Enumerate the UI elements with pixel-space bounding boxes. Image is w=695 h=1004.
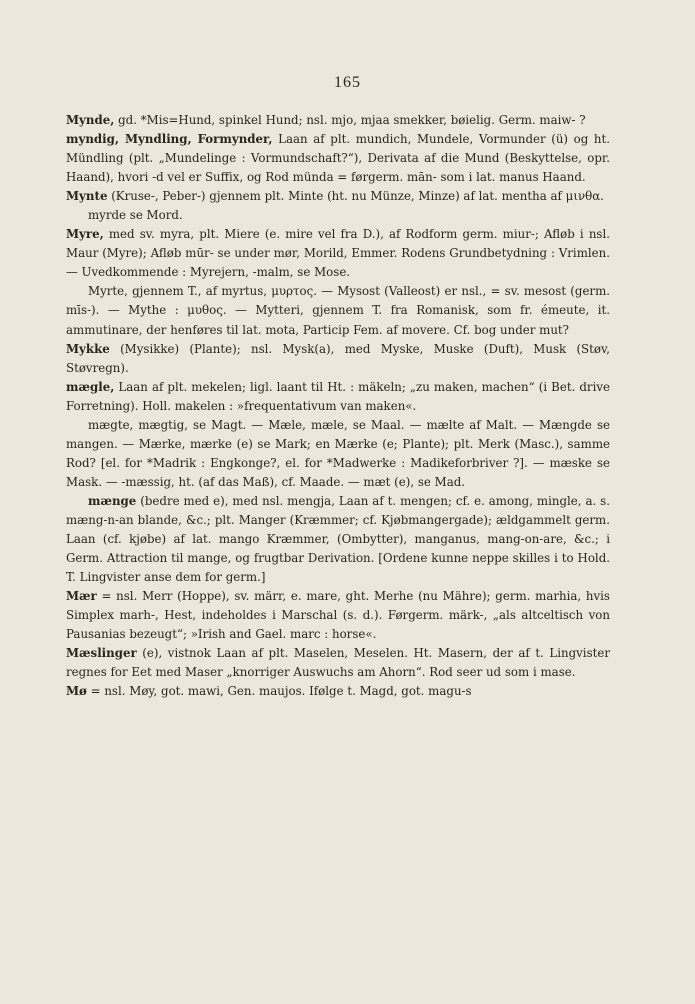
dictionary-entry [66,130,610,187]
entry-headword: Mær [66,589,97,604]
dictionary-entry [66,644,610,682]
entry-text: Myrte, gjennem T., af myrtus, μυρτος. — Mysost (Valleost) er nsl., = sv. mesost (germ. mīs-). — Mythe : μυθος. — Mytteri, gjennem T. fra Romanisk, som fr. émeute, it. ammutinare, der henføres til lat. mota, Particip Fem. af movere. Cf. bog under mut? [66,284,610,337]
entry-headword: mænge [88,493,137,508]
entry-text: Laan af plt. mundich, Mundele, Vormunder (ü) og ht. Mündling (plt. „Mundelinge : Vormundschaft?“), Derivata af die Mund (Beskyttelse, opr. Haand), hvori -d vel er Suffix, og Rod münda = førgerm. mān- som i lat. manus Haand. [66,132,611,185]
entry-headword: Myre, [66,227,104,242]
entry-text: (Mysikke) (Plante); nsl. Mysk(a), med Myske, Muske (Duft), Musk (Støv, Støvregn). [66,341,610,375]
entry-text: myrde se Mord. [88,208,183,223]
dictionary-entry [66,682,610,701]
entry-text: gd. *Mis=Hund, spinkel Hund; nsl. mjo, mjaa smekker, bøielig. Germ. maiw- ? [114,113,586,127]
entry-headword: Mynte [66,189,108,204]
entry-text: Laan af plt. mekelen; ligl. laant til Ht. : mäkeln; „zu maken, machen“ (i Bet. drive Forretning). Holl. makelen : »frequentativum van maken«. [66,379,610,413]
entry-headword: Mykke [66,341,110,356]
dictionary-entry [66,378,610,416]
entries-list [66,111,610,701]
dictionary-entry [66,187,610,206]
entry-headword: Mynde, [66,113,115,127]
dictionary-entry [66,492,610,587]
entry-text: med sv. myra, plt. Miere (e. mire vel fra D.), af Rodform germ. miur-; Afløb i nsl. Maur (Myre); Afløb mūr- se under mør, Morild, Emmer. Rodens Grundbetydning : Vrimlen. — Uvedkommende : Myrejern, -malm, se Mose. [66,227,610,280]
dictionary-entry [66,340,610,378]
page-number: 165 [334,74,361,91]
dictionary-entry [66,225,610,282]
entry-headword: mægle, [66,379,115,394]
entry-text: mægte, mægtig, se Magt. — Mæle, mæle, se Maal. — mælte af Malt. — Mængde se mangen. — Mærke, mærke (e) se Mark; en Mærke (e; Plante); plt. Merk (Masc.), samme Rod? [el. for *Madrik : Engkonge?, el. for *Madwerke : Madikeforbriver ?]. — mæske se Mask. — -mæssig, ht. (af das Maß), cf. Maade. — mæt (e), se Mad. [66,417,610,489]
dictionary-entry [66,111,610,130]
dictionary-entry [66,587,610,644]
entry-text: (e), vistnok Laan af plt. Maselen, Meselen. Ht. Masern, der af t. Lingvister regnes for Eet med Maser „knorriger Auswuchs am Ahorn“. Rod seer ud som i mase. [66,646,610,680]
dictionary-entry [66,416,610,492]
entry-text: (Kruse-, Peber-) gjennem plt. Minte (ht. nu Münze, Minze) af lat. mentha af μινθα. [107,189,604,204]
dictionary-entry [66,206,610,225]
entry-headword: myndig, Myndling, Formynder, [66,132,273,147]
entry-text: (bedre med e), med nsl. mengja, Laan af t. mengen; cf. e. among, mingle, a. s. mæng-n-an blande, &c.; plt. Manger (Kræmmer; cf. Kjøbmangergade); ældgammelt germ. Laan (cf. kjøbe) af lat. mango Kræmmer, (Ombytter), manganus, mang-on-are, &c.; i Germ. Attraction til mange, og frugtbar Derivation. [Ordene kunne neppe skilles i to Hold. T. Lingvister anse dem for germ.] [66,493,610,585]
entry-text: = nsl. Møy, got. mawi, Gen. maujos. Ifølge t. Magd, got. magu-s [86,684,472,699]
entry-headword: Mæslinger [66,646,137,661]
dictionary-entry [66,282,610,339]
entry-text: = nsl. Merr (Hoppe), sv. märr, e. mare, ght. Merhe (nu Mähre); germ. marhia, hvis Simplex marh-, Hest, indeholdes i Marschal (s. d.). Førgerm. märk-, „als altceltisch von Pausanias bezeugt“; »Irish and Gael. marc : horse«. [66,589,610,642]
entry-headword: Mø [66,684,87,699]
